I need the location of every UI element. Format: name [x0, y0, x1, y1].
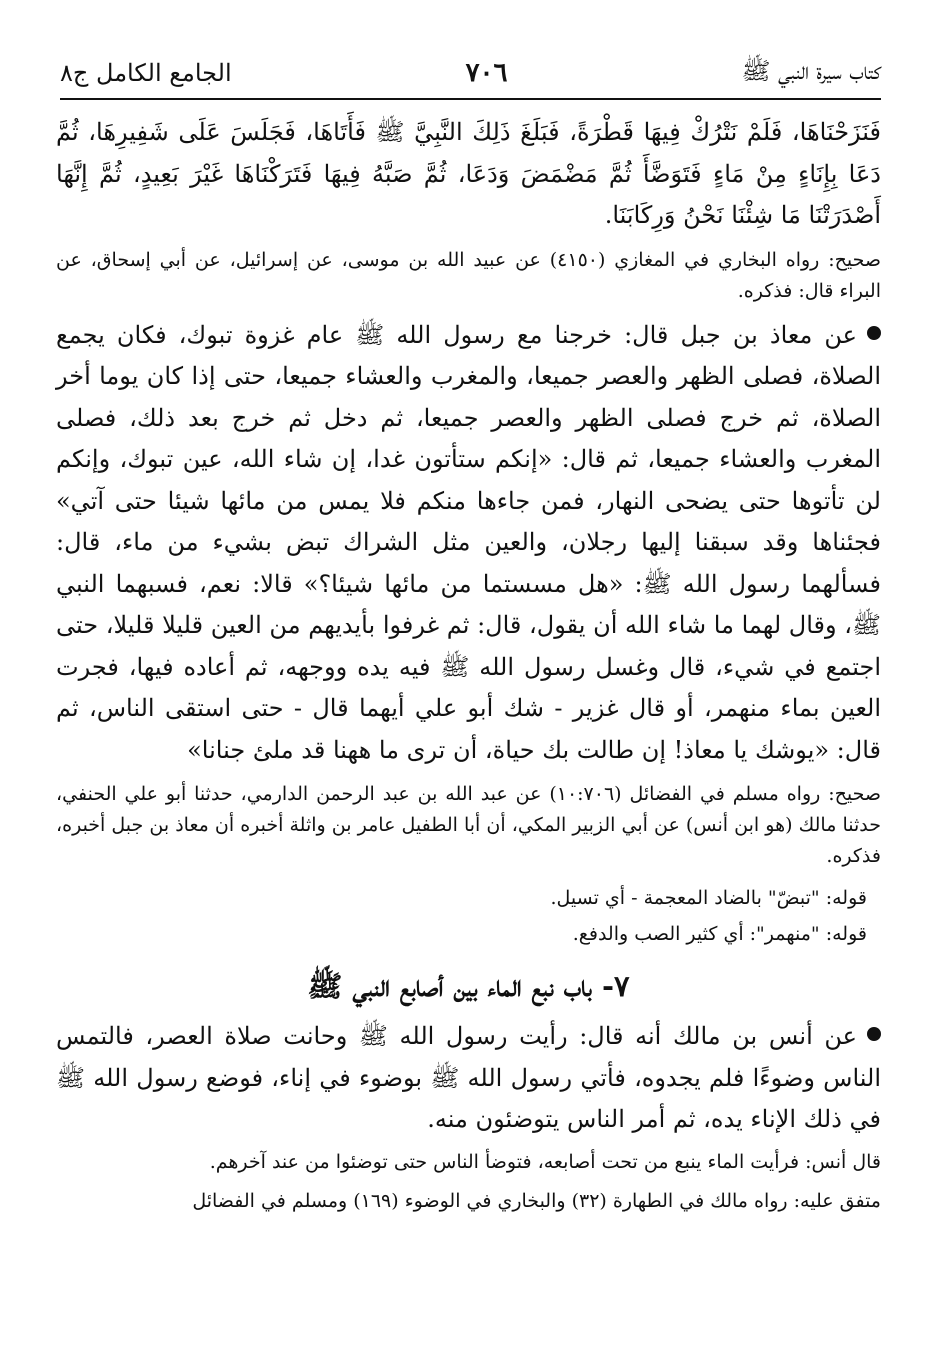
hadith-muadh-text: عن معاذ بن جبل قال: خرجنا مع رسول الله ﷺ عام غزوة تبوك، فكان يجمع الصلاة، فصلى الظهر والعصر جميعا، والمغرب والعشاء جميعا، حتى إذا كان يوما أخر الصلاة، ثم خرج فصلى الظهر والعصر جميعا، ثم دخل ثم خرج بعد ذلك، فصلى المغرب والعشاء جميعا، ثم قال: «إنكم ستأتون غدا، إن شاء الله، عين تبوك، وإنكم لن تأتوها حتى يضحى النهار، فمن جاءها منكم فلا يمس من مائها شيئا حتى آتي» فجئناها وقد سبقنا إليها رجلان، والعين مثل الشراك تبض بشيء من ماء، قال: فسألهما رسول الله ﷺ: «هل مسستما من مائها شيئا؟» قالا: نعم، فسبهما النبي ﷺ، وقال لهما ما شاء الله أن يقول، قال: ثم غرفوا بأيديهم من العين قليلا قليلا، حتى اجتمع في شيء، قال وغسل رسول الله ﷺ فيه يده ووجهه، ثم أعاده فيها، فجرت العين بماء منهمر، أو قال غزير - شك أبو علي أيهما قال - حتى استقى الناس، ثم قال: «يوشك يا معاذ! إن طالت بك حياة، أن ترى ما ههنا قد ملئ جنانا» [56, 320, 881, 764]
bullet-icon [867, 1027, 881, 1041]
collection-title: الجامع الكامل ج٨ [60, 59, 232, 87]
narration-continuation: قال أنس: فرأيت الماء ينبع من تحت أصابعه، فتوضأ الناس حتى توضئوا من عند آخرهم. [209, 1150, 881, 1173]
chapter-heading: ٧- باب نبع الماء بين أصابع النبي ﷺ [307, 969, 630, 1003]
word-explanation: قوله: "منهمر": أي كثير الصب والدفع. [572, 923, 867, 945]
hadith-anas-text: عن أنس بن مالك أنه قال: رأيت رسول الله ﷺ وحانت صلاة العصر، فالتمس الناس وضوءًا فلم يجدوه، فأتي رسول الله ﷺ بوضوء في إناء، فوضع رسول الله ﷺ في ذلك الإناء يده، ثم أمر الناس يتوضئون منه. [56, 1022, 881, 1133]
page-number: ٧٠٦ [465, 58, 508, 88]
takhrij-note: متفق عليه: رواه مالك في الطهارة (٣٢) والبخاري في الوضوء (١٦٩) ومسلم في الفضائل [192, 1189, 881, 1212]
page-header [60, 50, 881, 96]
hadith-text-continued: فَنَزَحْنَاهَا، فَلَمْ نَتْرُكْ فِيهَا قَطْرَةً، فَبَلَغَ ذَلِكَ النَّبِيَّ ﷺ فَأَتَاهَا، فَجَلَسَ عَلَى شَفِيرِهَا، ثُمَّ دَعَا بِإِنَاءٍ مِنْ مَاءٍ فَتَوَضَّأَ ثُمَّ مَضْمَضَ وَدَعَا، ثُمَّ صَبَّهُ فِيهَا فَتَرَكْنَاهَا غَيْرَ بَعِيدٍ، ثُمَّ إِنَّهَا أَصْدَرَتْنَا مَا شِئْنَا نَحْنُ وَرِكَابَنَا. [56, 118, 881, 229]
header-rule [60, 98, 881, 100]
page-body [56, 112, 881, 1225]
hadith-anas [56, 1016, 881, 1141]
takhrij-note: صحيح: رواه البخاري في المغازي (٤١٥٠) عن عبيد الله بن موسى، عن إسرائيل، عن أبي إسحاق، عن البراء قال: فذكره. [56, 248, 881, 302]
book-title: كتاب سيرة النبي ﷺ [741, 56, 881, 85]
takhrij-note: صحيح: رواه مسلم في الفضائل (١٠:٧٠٦) عن عبد الله بن عبد الرحمن الدارمي، حدثنا أبو علي الحنفي، حدثنا مالك (هو ابن أنس) عن أبي الزبير المكي، أن أبا الطفيل عامر بن واثلة أخبره أن معاذ بن جبل أخبره، فذكره. [56, 783, 881, 867]
bullet-icon [867, 326, 881, 340]
word-explanation: قوله: "تبضّ" بالضاد المعجمة - أي تسيل. [550, 887, 867, 909]
hadith-muadh [56, 315, 881, 772]
